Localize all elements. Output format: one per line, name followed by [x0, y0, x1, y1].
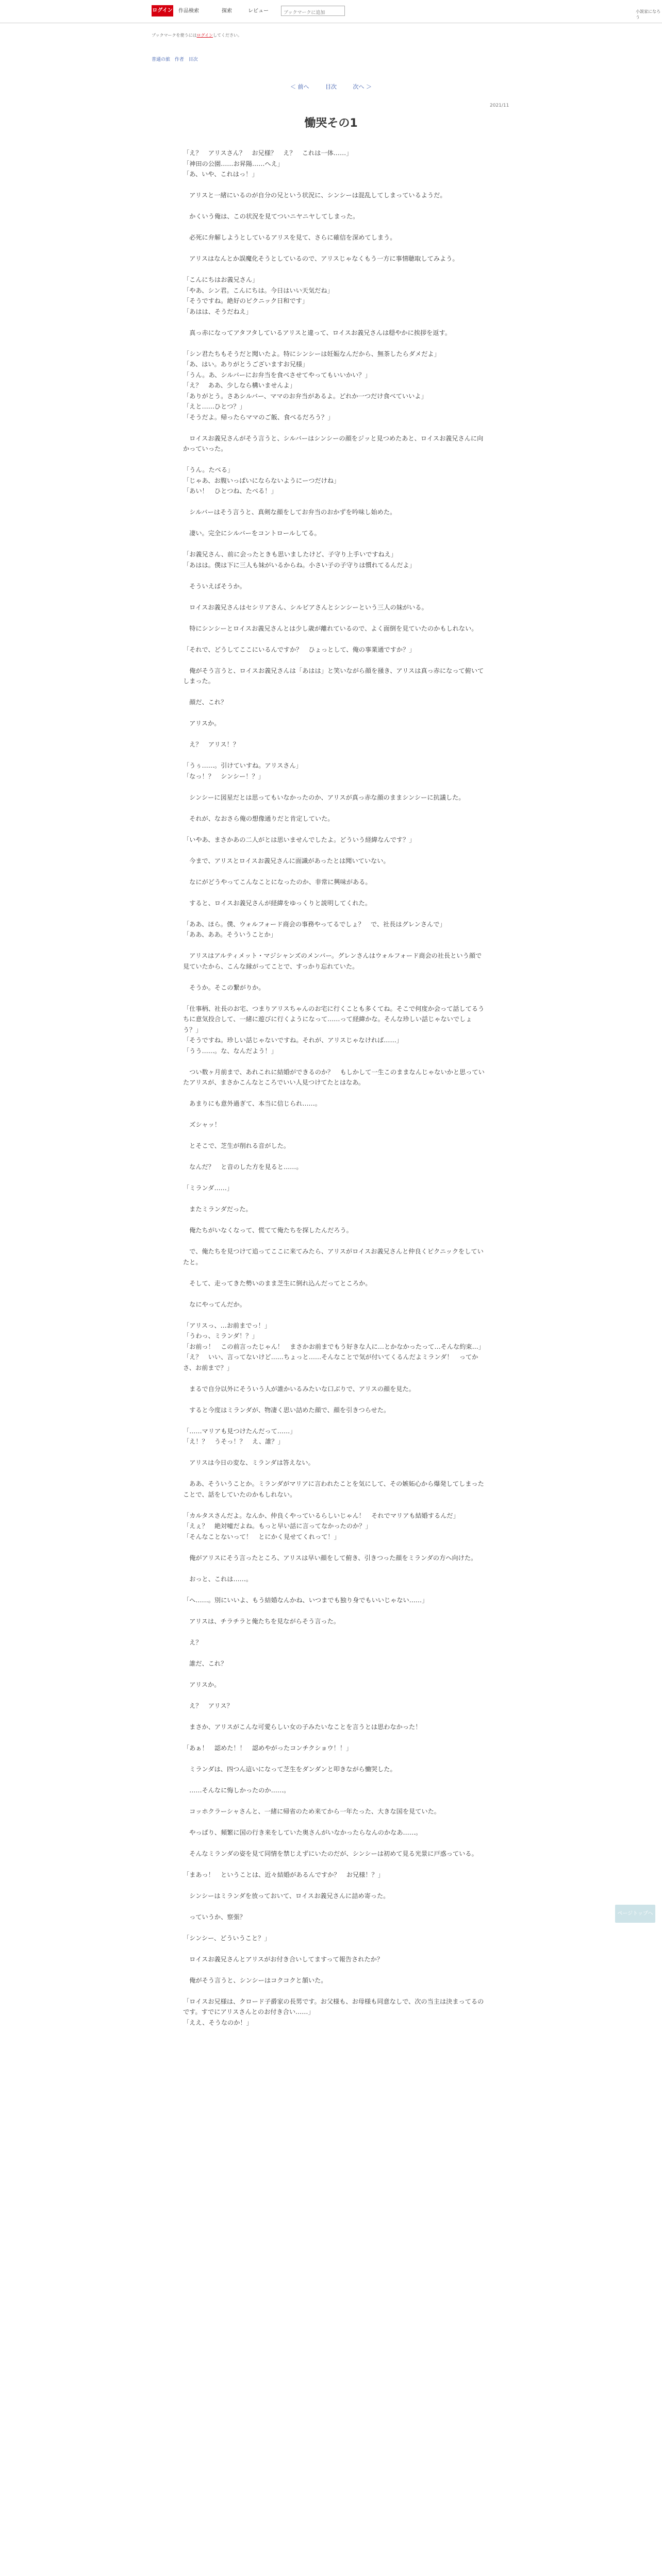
body-paragraph: そして、走ってきた勢いのまま芝生に倒れ込んだってところか。: [183, 1279, 372, 1287]
body-paragraph: そういえばそうか。: [183, 582, 246, 590]
body-paragraph: 「それで、どうしてここにいるんですか？ ひょっとして、俺の事業通ですか？」: [183, 646, 416, 653]
body-paragraph: 「いやあ、まさかあの二人がとは思いませんでしたよ。どういう経緯なんです？」: [183, 836, 416, 843]
nav-link-review[interactable]: レビュー: [248, 8, 269, 14]
breadcrumb-work[interactable]: 普通の旅: [152, 57, 171, 62]
body-paragraph: アリスと一緒にいるのが自分の兄という状況に、シンシーは混乱してしまっているようだ。: [183, 192, 446, 199]
body-paragraph: アリスか。: [183, 1681, 221, 1688]
chapter-pager: [0, 83, 662, 91]
login-button[interactable]: ログイン: [152, 5, 173, 16]
body-paragraph: 「お義兄さん、前に会ったときも思いましたけど、子守り上手いですねえ」 「あはは。僕は下に三人も妹がいるからね。小さい子の子守りは慣れてるんだよ」: [183, 551, 416, 569]
body-paragraph: ……そんなに悔しかったのか……。: [183, 1786, 290, 1794]
body-paragraph: またミランダだった。: [183, 1206, 252, 1213]
body-paragraph: 「へ……。別にいいよ、もう結婚なんかね、いつまでも独り身でもいいじゃない……」: [183, 1596, 428, 1604]
body-paragraph: シンシーに図星だとは思ってもいなかったのか、アリスが真っ赤な顔のままシンシーに抗議した。: [183, 793, 465, 801]
body-paragraph: 「アリスっ、…お前までっ！」 「うわっ、ミランダ！？」 「お前っ！ この前言ったじゃん！ まさかお前までもう好きな人に…とかなかったって…そんな約束…」 「え？ いい、言ってないけど……ちょっと……そんなことで気が付いてくるんだよミランダ！ ってかさ、お前まで？」: [183, 1321, 485, 1371]
nav-link-works[interactable]: 作品検索: [178, 8, 199, 14]
notice-prefix: ブックマークを使うには: [152, 33, 197, 38]
body-paragraph: まるで自分以外にそういう人が誰かいるみたいな口ぶりで、アリスの顔を見た。: [183, 1385, 415, 1393]
body-paragraph: 「ああ、ほら。僕、ウォルフォード商会の事務やってるでしょ？ で、社長はグレンさんで」 「ああ、ああ。そういうことか」: [183, 920, 446, 938]
body-paragraph: 特にシンシーとロイスお義兄さんとは少し歳が離れているので、よく面倒を見ていたのかもしれない。: [183, 624, 478, 632]
body-paragraph: 「仕事柄、社長のお宅、つまりアリスちゃんのお宅に行くことも多くてね。そこで何度か会って話してるうちに意気投合して、一緒に遊びに行くようになって……って経緯かな。そんな珍しい話じゃないでしょう？」 「そうですね。珍しい話じゃないですね。それが、アリスじゃなければ……」 「うう……。な、なんだよう！」: [183, 1005, 485, 1055]
bookmark-box[interactable]: [281, 6, 345, 16]
body-paragraph: ズシャッ！: [183, 1121, 221, 1128]
body-paragraph: なにやってんだか。: [183, 1300, 246, 1308]
body-paragraph: そうか。そこの繋がりか。: [183, 984, 265, 991]
body-paragraph: アリスはアルティメット・マジシャンズのメンバー。グレンさんはウォルフォード商会の社長という顔で見ていたから、こんな縁がってことで、すっかり忘れていた。: [183, 952, 482, 970]
body-paragraph: そんなミランダの姿を見て同情を禁じえずにいたのだが、シンシーは初めて見る光景に戸惑っている。: [183, 1850, 478, 1857]
body-paragraph: アリスは今日の変な、ミランダは答えない。: [183, 1459, 315, 1466]
body-paragraph: すると、ロイスお義兄さんが経緯をゆっくりと説明してくれた。: [183, 899, 372, 907]
body-paragraph: ミランダは、四つん這いになって芝生をダンダンと叩きながら慟哭した。: [183, 1765, 396, 1773]
body-paragraph: っていうか、察張？: [183, 1913, 246, 1921]
body-paragraph: ロイスお義兄さんとアリスがお付き合いしてますって報告されたか？: [183, 1955, 384, 1963]
body-paragraph: それが、なおさら俺の想像通りだと肯定していた。: [183, 815, 334, 822]
nav-link-explore[interactable]: 探索: [222, 8, 232, 14]
body-paragraph: 「うん。たべる」 「じゃあ、お腹いっぱいにならないようにーつだけね」 「あい！ ひとつね、たべる！」: [183, 466, 340, 495]
body-paragraph: 俺がアリスにそう言ったところ、アリスは早い顔をして俯き、引きつった顔をミランダの方へ向けた。: [183, 1554, 477, 1562]
body-paragraph: シルバーはそう言うと、真剣な顔をしてお弁当のおかずを吟味し始めた。: [183, 509, 396, 516]
body-paragraph: 「ロイスお兄様は、クロード子爵家の長男です。お父様も、お母様も同意なしで、次の当主は決まってるのです。すでにアリスさんとのお付き合い……」 「ええ、そうなのか！」: [183, 1997, 484, 2026]
body-paragraph: アリスは、チラチラと俺たちを見ながらそう言った。: [183, 1617, 340, 1625]
body-paragraph: 俺がそう言うと、シンシーはコクコクと頷いた。: [183, 1976, 327, 1984]
episode-title: 慟哭その1: [304, 117, 358, 130]
novel-body: [183, 148, 485, 2039]
notice-suffix: してください。: [213, 33, 242, 38]
body-paragraph: かくいう俺は、この状況を見てついニヤニヤしてしまった。: [183, 213, 359, 220]
site-header: [0, 0, 662, 23]
body-paragraph: アリスはなんとか誤魔化そうとしているので、アリスじゃなくもう一方に事情聴取してみよう。: [183, 255, 459, 262]
body-paragraph: とそこで、芝生が削れる音がした。: [183, 1142, 290, 1149]
body-paragraph: え？: [183, 1638, 202, 1646]
body-paragraph: 凄い。完全にシルバーをコントロールしてる。: [183, 530, 321, 537]
body-paragraph: え？ アリス！？: [183, 741, 239, 748]
body-paragraph: おっと、これは……。: [183, 1575, 253, 1583]
breadcrumb-author[interactable]: 作者: [174, 57, 184, 62]
body-paragraph: 俺たちがいなくなって、慌てて俺たちを探したんだろう。: [183, 1227, 353, 1234]
body-paragraph: 「ミランダ……」: [183, 1184, 234, 1192]
body-paragraph: ロイスお義兄さんがそう言うと、シルバーはシンシーの顔をジッと見つめたあと、ロイスお義兄さんに向かっていった。: [183, 434, 484, 452]
body-paragraph: ロイスお義兄さんはセシリアさん、シルビアさんとシンシーという三人の妹がいる。: [183, 603, 428, 611]
body-paragraph: え？ アリス？: [183, 1702, 233, 1709]
body-paragraph: すると今度はミランダが、物凄く思い詰めた顔で、顔を引きつらせた。: [183, 1406, 390, 1414]
body-paragraph: ああ、そういうことか。ミランダがマリアに言われたことを気にして、その嫉妬心から爆発してしまったことで、話をしていたのかもしれない。: [183, 1480, 484, 1498]
body-paragraph: 真っ赤になってアタフタしているアリスと違って、ロイスお義兄さんは穏やかに挨拶を返す。: [183, 329, 451, 336]
body-paragraph: 「まあっ！ ということは、近々結婚があるんですか？ お兄様！？」: [183, 1871, 384, 1878]
next-link[interactable]: 次へ ＞: [353, 83, 372, 90]
body-paragraph: あまりにも意外過ぎて、本当に信じられ……。: [183, 1100, 321, 1107]
breadcrumb-toc[interactable]: 目次: [188, 57, 198, 62]
body-paragraph: アリスか。: [183, 720, 221, 727]
body-paragraph: つい数ヶ月前まで、あれこれに結婚ができるのか？ もしかして一生このままなんじゃないかと思っていたアリスが、まさかこんなところでいい人見つけてたとはなあ。: [183, 1068, 485, 1086]
bookmark-input[interactable]: [282, 8, 344, 18]
body-paragraph: 今まで、アリスとロイスお義兄さんに面識があったとは聞いていない。: [183, 857, 390, 865]
breadcrumb: [152, 57, 198, 63]
body-paragraph: 俺がそう言うと、ロイスお義兄さんは「あはは」と笑いながら顔を掻き、アリスは真っ赤になって俯いてしまった。: [183, 667, 484, 685]
prev-link[interactable]: ＜ 前へ: [290, 83, 309, 90]
site-logo[interactable]: 小説家になろう: [636, 9, 660, 20]
body-paragraph: 「あぁ！ 認めた！！ 認めやがったコンチクショウ！！」: [183, 1744, 353, 1752]
body-paragraph: なんだ？ と音のした方を見ると……。: [183, 1163, 303, 1171]
body-paragraph: 「……マリアも見つけたんだって……」 「え！？ うそっ！？ え、誰？」: [183, 1427, 296, 1445]
body-paragraph: コッホクラーシャさんと、一緒に帰省のため来てから一年たった、大きな国を見ていた。: [183, 1807, 440, 1815]
body-paragraph: 「うぅ……。引けていすね。アリスさん」 「なっ！？ シンシー！？」: [183, 762, 302, 780]
body-paragraph: なにがどうやってこんなことになったのか、非常に興味がある。: [183, 878, 372, 886]
body-paragraph: 必死に弁解しようとしているアリスを見て、さらに確信を深めてしまう。: [183, 234, 396, 241]
bookmark-notice: [152, 33, 242, 38]
body-paragraph: やっぱり、頻繁に国の行き来をしていた奥さんがいなかったらなんのかなあ……。: [183, 1828, 422, 1836]
episode-date: 2021/11: [490, 103, 509, 108]
body-paragraph: 「え？ アリスさん？ お兄様？ え？ これは一体……」 「神田の公園……お昇陽……へえ」 「あ、いや、これはっ！」: [183, 149, 353, 178]
body-paragraph: 「カルタスさんだよ。なんか、仲良くやっているらしいじゃん！ それでマリアも結婚するんだ」 「えぇ？ 絶対嘘だよね。もっと早い話に言ってなかったのか？」 「そんなことないって！ とにかく見せてくれって！」: [183, 1512, 459, 1540]
body-paragraph: まさか、アリスがこんな可愛らしい女の子みたいなことを言うとは思わなかった！: [183, 1723, 422, 1731]
toc-link[interactable]: 目次: [325, 83, 337, 90]
body-paragraph: 顔だ、これ？: [183, 699, 227, 706]
body-paragraph: 「こんにちはお義兄さん」 「やあ、シン君。こんにちは。今日はいい天気だね」 「そうですね。絶好のピクニック日和です」 「あはは、そうだねえ」: [183, 276, 334, 315]
notice-login-link[interactable]: ログイン: [196, 33, 213, 38]
page-top-button[interactable]: ページトップへ: [615, 1905, 655, 1923]
body-paragraph: シンシーはミランダを放っておいて、ロイスお義兄さんに詰め寄った。: [183, 1892, 390, 1900]
body-paragraph: 誰だ、これ？: [183, 1659, 227, 1667]
body-paragraph: 「シン君たちもそうだと聞いたよ。特にシンシーは妊娠なんだから、無茶したらダメだよ」 「あ、はい。ありがとうございますお兄様」 「うん。あ、シルバーにお弁当を食べさせてやってもいいかい？」 「え？ ああ、少しなら構いませんよ」 「ありがとう。さあシルバー、ママのお弁当があるよ。どれか一つだけ食べていいよ」 「えと……ひとつ？」 「そうだよ。帰ったらママのご飯、食べるだろう？」: [183, 350, 440, 421]
body-paragraph: で、俺たちを見つけて追ってここに来てみたら、アリスがロイスお義兄さんと仲良くピクニックをしていたと。: [183, 1248, 484, 1266]
body-paragraph: 「シンシー、どういうこと？」: [183, 1934, 271, 1942]
